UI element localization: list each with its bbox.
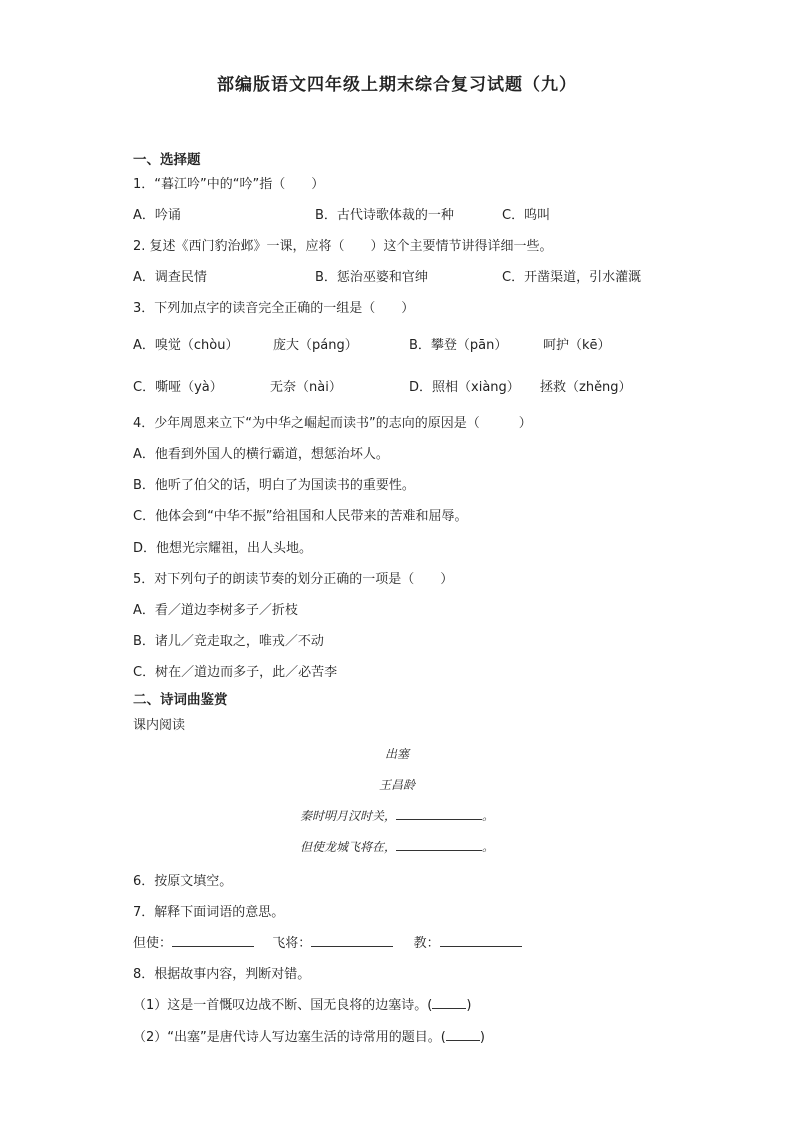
- poem-line-2-end: 。: [482, 840, 495, 854]
- section-heading-poetry: 二、诗词曲鉴赏: [133, 692, 228, 708]
- poem-line-1-end: 。: [482, 809, 495, 823]
- poem-blank-1[interactable]: [396, 807, 482, 820]
- q2-option-c: C．开凿渠道，引水灌溉: [502, 270, 642, 285]
- q8-item-2-text: （2）“出塞”是唐代诗人写边塞生活的诗常用的题目。(: [133, 1030, 446, 1045]
- q8-item-2: [133, 1026, 485, 1045]
- q1-option-c: C．呜叫: [502, 208, 551, 223]
- q3-option-c-2: 无奈（nài）: [270, 380, 342, 395]
- q1-option-b: B．古代诗歌体裁的一种: [315, 208, 454, 223]
- page-title: 部编版语文四年级上期末综合复习试题（九）: [217, 75, 577, 95]
- poem-title: 出塞: [384, 747, 409, 761]
- q3-option-d-1: D．照相（xiàng）: [409, 380, 520, 395]
- q8-blank-2[interactable]: [446, 1028, 480, 1041]
- q8-item-1-close: ): [466, 998, 472, 1013]
- poem-line-2: [0, 838, 794, 855]
- q7-stem: 7．解释下面词语的意思。: [133, 905, 285, 920]
- q7-blank-1[interactable]: [172, 934, 254, 947]
- q7-term-3: 教：: [413, 936, 440, 951]
- q1-option-a: A．吟诵: [133, 208, 181, 223]
- q8-item-1-text: （1）这是一首慨叹边战不断、国无良将的边塞诗。(: [133, 998, 433, 1013]
- poem-line-2-text: 但使龙城飞将在，: [299, 840, 396, 854]
- q5-option-c: C．树在／道边而多子，此／必苦李: [133, 665, 338, 680]
- q5-stem: 5．对下列句子的朗读节奏的划分正确的一项是（ ）: [133, 572, 454, 587]
- q4-option-d: D．他想光宗耀祖，出人头地。: [133, 541, 313, 556]
- q7-term-1: 但使：: [133, 936, 173, 951]
- poem-author: 王昌龄: [378, 778, 415, 792]
- q1-stem: 1．“暮江吟”中的“吟”指（ ）: [133, 177, 325, 192]
- q4-option-b: B．他听了伯父的话，明白了为国读书的重要性。: [133, 478, 415, 493]
- q3-option-b-2: 呵护（kē）: [543, 338, 611, 353]
- q4-stem: 4．少年周恩来立下“为中华之崛起而读书”的志向的原因是（ ）: [133, 416, 532, 431]
- q8-blank-1[interactable]: [432, 996, 466, 1009]
- q6-stem: 6．按原文填空。: [133, 874, 233, 889]
- q2-option-a: A．调查民情: [133, 270, 207, 285]
- q2-option-b: B．惩治巫婆和官绅: [315, 270, 428, 285]
- q8-item-1: [133, 994, 471, 1013]
- q4-option-c: C．他体会到“中华不振”给祖国和人民带来的苦难和屈辱。: [133, 509, 468, 524]
- q3-option-d-2: 拯救（zhěng）: [540, 380, 632, 395]
- q3-option-c-1: C．嘶哑（yà）: [133, 380, 223, 395]
- q8-item-2-close: ): [479, 1030, 485, 1045]
- q3-option-a-1: A．嗅觉（chòu）: [133, 338, 239, 353]
- poem-line-1-text: 秦时明月汉时关，: [299, 809, 396, 823]
- section-heading-choice: 一、选择题: [133, 152, 201, 168]
- poem-blank-2[interactable]: [396, 838, 482, 851]
- q7-blank-2[interactable]: [311, 934, 393, 947]
- q7-terms: [133, 932, 522, 951]
- q2-stem: 2. 复述《西门豹治邺》一课，应将（ ）这个主要情节讲得详细一些。: [133, 239, 553, 254]
- q7-blank-3[interactable]: [440, 934, 522, 947]
- q8-stem: 8．根据故事内容，判断对错。: [133, 967, 311, 982]
- q7-term-2: 飞将：: [272, 936, 312, 951]
- q5-option-a: A．看／道边李树多子／折枝: [133, 603, 298, 618]
- q5-option-b: B．诸儿／竞走取之，唯戎／不动: [133, 634, 324, 649]
- q3-option-b-1: B．攀登（pān）: [409, 338, 508, 353]
- q4-option-a: A．他看到外国人的横行霸道，想惩治坏人。: [133, 447, 389, 462]
- reading-label: 课内阅读: [133, 718, 186, 733]
- poem-line-1: [0, 807, 794, 824]
- q3-option-a-2: 庞大（páng）: [273, 338, 358, 353]
- q3-stem: 3．下列加点字的读音完全正确的一组是（ ）: [133, 301, 415, 316]
